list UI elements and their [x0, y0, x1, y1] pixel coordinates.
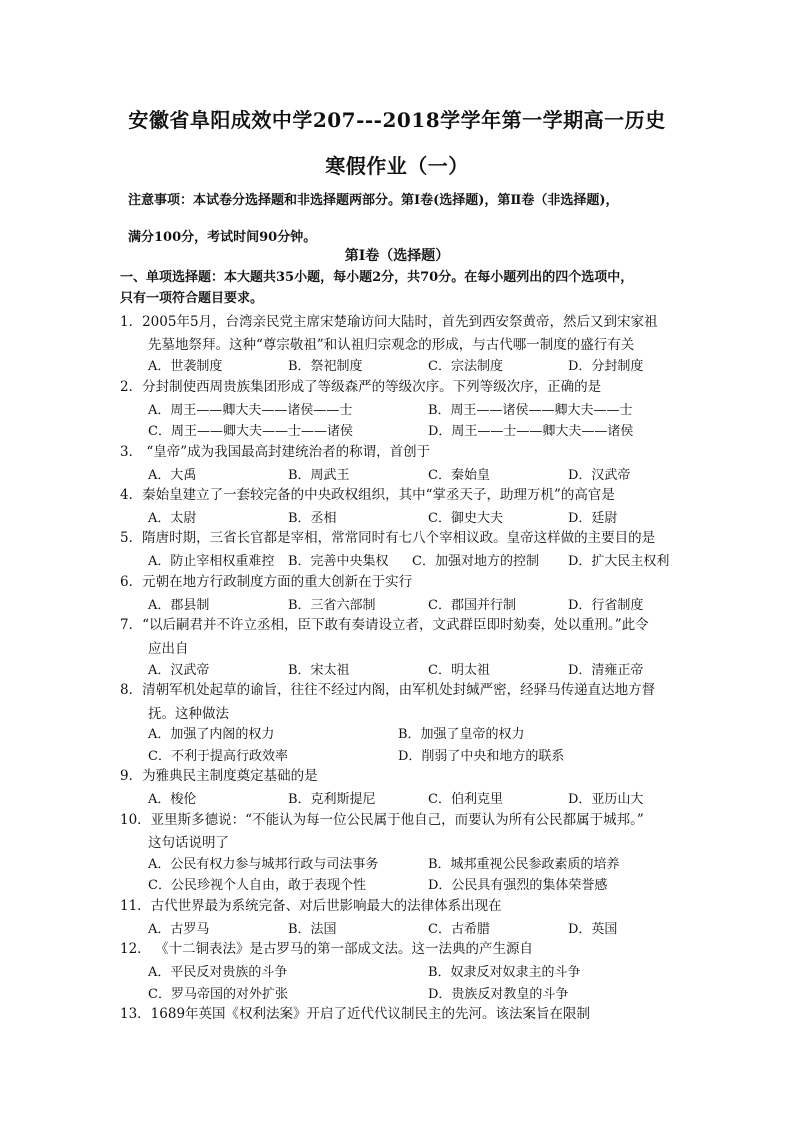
q9-option-c: C．伯利克里	[428, 792, 503, 807]
q5-option-c: C．加强对地方的控制	[412, 554, 539, 569]
q10-option-d: D．公民具有强烈的集体荣誉感	[428, 878, 608, 893]
q7-option-c: C．明太祖	[428, 663, 490, 678]
notice-line-2: 满分100分，考试时间90分钟。	[128, 230, 317, 245]
q4-option-d: D．廷尉	[568, 511, 618, 526]
q3-option-c: C．秦始皇	[428, 468, 490, 483]
q5-option-b: B．完善中央集权	[288, 554, 389, 569]
q12-option-a: A．平民反对贵族的斗争	[148, 965, 288, 980]
q6-option-d: D．行省制度	[568, 598, 644, 613]
q2-option-c: C．周王——卿大夫——士——诸侯	[148, 424, 353, 439]
q9-option-b: B．克利斯提尼	[288, 792, 376, 807]
q6-option-c: C．郡国并行制	[428, 598, 516, 613]
instructions	[120, 267, 680, 309]
notice-line-1: 注意事项：本试卷分选择题和非选择题两部分。第Ⅰ卷(选择题)，第Ⅱ卷（非选择题)，	[128, 193, 619, 208]
instructions-line-1: 一、单项选择题：本大题共35小题，每小题2分，共70分。在每小题列出的四个选项中，	[120, 270, 634, 285]
question-7-cont: 应出自	[148, 641, 189, 657]
q9-option-d: D．亚历山大	[568, 792, 644, 807]
q4-option-c: C．御史大夫	[428, 511, 503, 526]
q7-option-b: B．宋太祖	[288, 663, 350, 678]
q4-option-a: A．太尉	[148, 511, 197, 526]
section-title: 第Ⅰ卷（选择题）	[344, 248, 450, 264]
exam-subtitle: 寒假作业（一）	[325, 154, 469, 178]
q6-option-b: B．三省六部制	[288, 598, 376, 613]
question-10-cont: 这句话说明了	[148, 835, 229, 851]
question-8-cont: 抚。这种做法	[148, 706, 229, 722]
q3-option-d: D．汉武帝	[568, 468, 631, 483]
question-1: 1．2005年5月，台湾亲民党主席宋楚瑜访问大陆时，首先到西安祭黄帝，然后又到宋家祖	[120, 314, 658, 330]
q3-option-b: B．周武王	[288, 468, 350, 483]
q6-option-a: A．郡县制	[148, 598, 210, 613]
question-10: 10．亚里斯多德说：“不能认为每一位公民属于他自己，而要认为所有公民都属于城邦。”	[120, 812, 644, 828]
q10-option-b: B．城邦重视公民参政素质的培养	[428, 857, 620, 872]
q10-option-a: A．公民有权力参与城邦行政与司法事务	[148, 857, 379, 872]
q1-option-a: A．世袭制度	[148, 359, 223, 374]
q5-option-d: D．扩大民主权利	[568, 554, 670, 569]
q11-option-a: A．古罗马	[148, 922, 210, 937]
question-13: 13．1689年英国《权利法案》开启了近代代议制民主的先河。该法案旨在限制	[120, 1006, 591, 1022]
q11-option-b: B．法国	[288, 922, 337, 937]
q10-option-c: C．公民珍视个人自由，敢于表现个性	[148, 878, 366, 893]
question-3: 3． “皇帝”成为我国最高封建统治者的称谓，首创于	[120, 444, 431, 460]
q3-option-a: A．大禹	[148, 468, 197, 483]
q4-option-b: B．丞相	[288, 511, 337, 526]
q8-option-d: D．削弱了中央和地方的联系	[398, 749, 565, 764]
q8-option-b: B．加强了皇帝的权力	[398, 727, 525, 742]
q5-option-a: A．防止宰相权重难控	[148, 554, 275, 569]
question-8: 8．清朝军机处起草的谕旨，往往不经过内阁，由军机处封缄严密，经驿马传递直达地方督	[120, 682, 656, 698]
q11-option-d: D．英国	[568, 922, 618, 937]
question-9: 9．为雅典民主制度奠定基础的是	[120, 768, 318, 784]
question-11: 11．古代世界最为系统完备、对后世影响最大的法律体系出现在	[120, 898, 502, 914]
instructions-line-2: 只有一项符合题目要求。	[120, 291, 264, 306]
question-5: 5．隋唐时期，三省长官都是宰相，常常同时有七八个宰相议政。皇帝这样做的主要目的是	[120, 530, 656, 546]
q12-option-d: D．贵族反对教皇的斗争	[428, 987, 569, 1002]
question-6: 6．元朝在地方行政制度方面的重大创新在于实行	[120, 574, 413, 590]
q8-option-c: C．不利于提高行政效率	[148, 749, 288, 764]
q2-option-d: D．周王——士——卿大夫——诸侯	[428, 424, 634, 439]
q7-option-a: A．汉武帝	[148, 663, 210, 678]
q7-option-d: D．清雍正帝	[568, 663, 644, 678]
question-4: 4．秦始皇建立了一套较完备的中央政权组织，其中“掌丞天子，助理万机”的高官是	[120, 487, 615, 503]
question-12: 12． 《十二铜表法》是古罗马的第一部成文法。这一法典的产生源自	[120, 941, 533, 957]
q8-option-a: A．加强了内阁的权力	[148, 727, 275, 742]
q1-option-b: B．祭祀制度	[288, 359, 363, 374]
q2-option-b: B．周王——诸侯——卿大夫——士	[428, 403, 633, 418]
q12-option-b: B．奴隶反对奴隶主的斗争	[428, 965, 581, 980]
question-1-cont: 先墓地祭拜。这种“尊宗敬祖”和认祖归宗观念的形成，与古代哪一制度的盛行有关	[148, 337, 635, 353]
q12-option-c: C．罗马帝国的对外扩张	[148, 987, 288, 1002]
q1-option-d: D．分封制度	[568, 359, 644, 374]
question-7: 7．“以后嗣君并不许立丞相，臣下敢有奏请设立者，文武群臣即时劾奏，处以重刑。”此令	[120, 617, 649, 633]
question-2: 2．分封制使西周贵族集团形成了等级森严的等级次序。下列等级次序，正确的是	[120, 379, 602, 395]
exam-title: 安徽省阜阳成效中学207---2018学学年第一学期高一历史	[128, 108, 666, 132]
q2-option-a: A．周王——卿大夫——诸侯——士	[148, 403, 353, 418]
q11-option-c: C．古希腊	[428, 922, 490, 937]
q9-option-a: A．梭伦	[148, 792, 197, 807]
q1-option-c: C．宗法制度	[428, 359, 503, 374]
